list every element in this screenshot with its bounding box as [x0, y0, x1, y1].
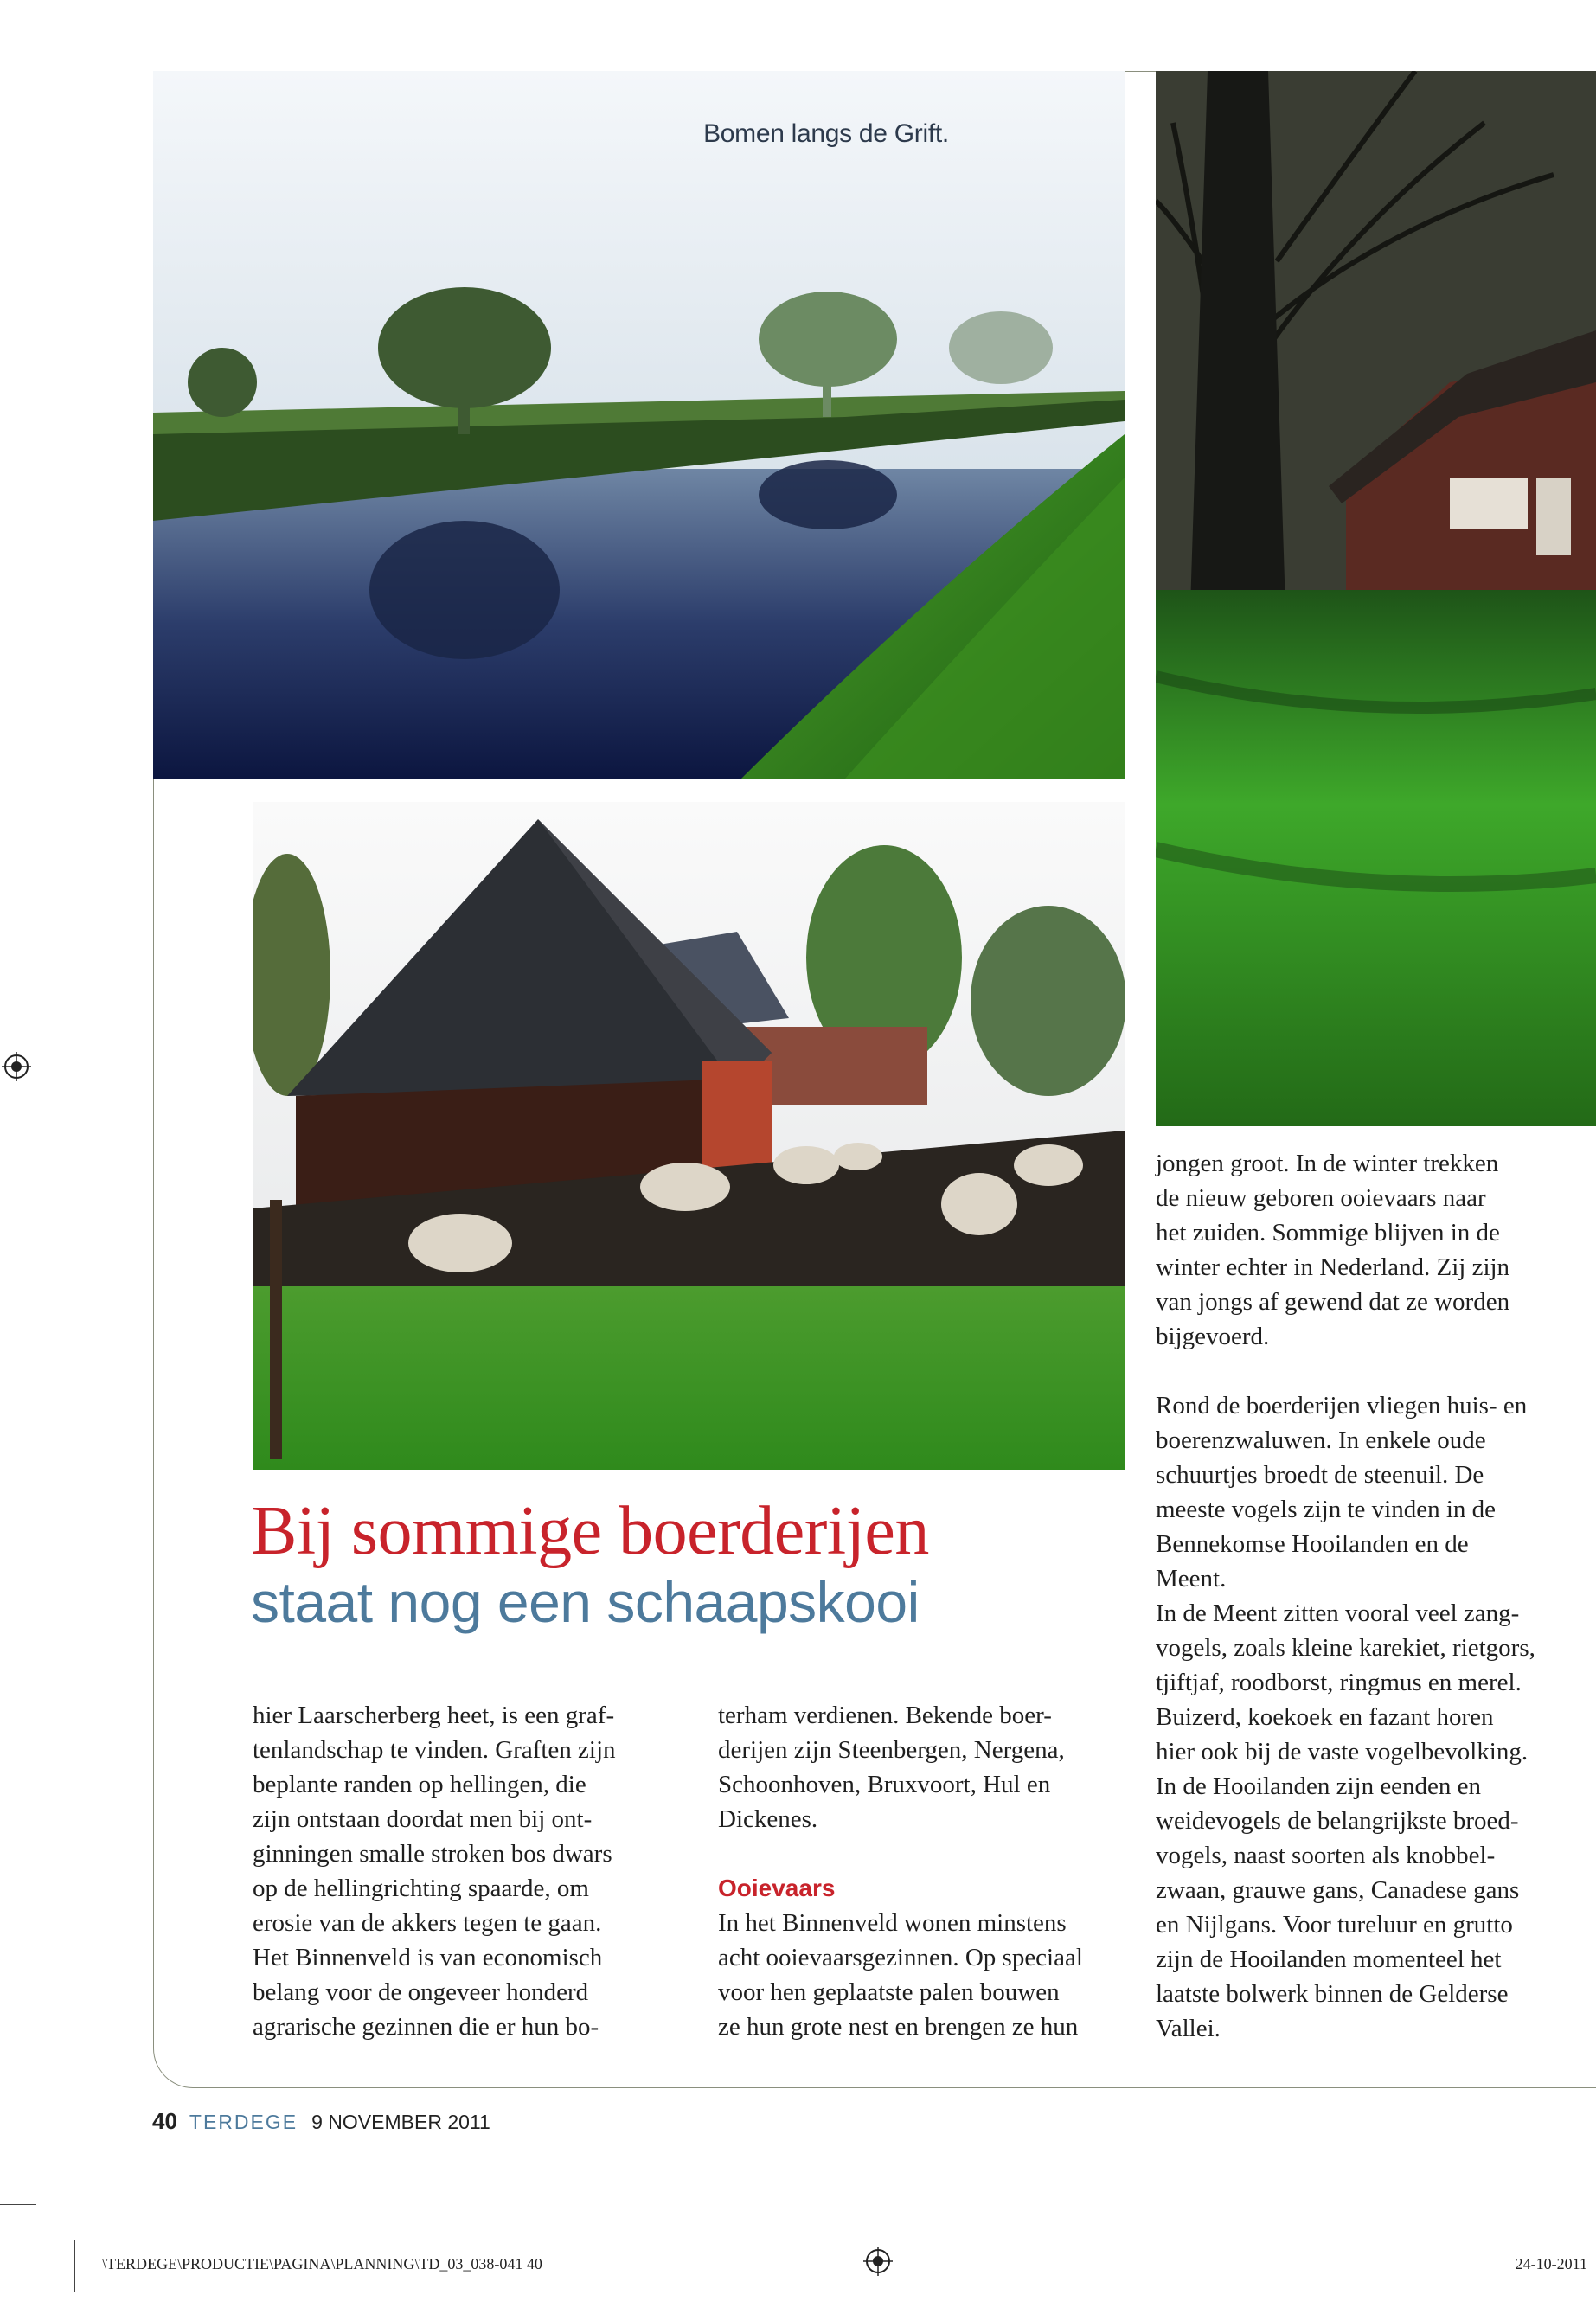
- text-line: de nieuw geboren ooievaars naar: [1156, 1184, 1486, 1212]
- text-line: In de Hooilanden zijn eenden en: [1156, 1772, 1482, 1800]
- slug-path: \TERDEGE\PRODUCTIE\PAGINA\PLANNING\TD_03_038-041 40: [102, 2255, 542, 2272]
- text-line: belang voor de ongeveer honderd: [253, 1978, 589, 2006]
- text-line: winter echter in Nederland. Zij zijn: [1156, 1253, 1510, 1281]
- text-line: In het Binnenveld wonen minstens: [718, 1909, 1067, 1937]
- text-line: van jongs af gewend dat ze worden: [1156, 1288, 1510, 1316]
- text-line: zwaan, grauwe gans, Canadese gans: [1156, 1876, 1520, 1904]
- text-line: weidevogels de belangrijkste broed-: [1156, 1807, 1519, 1835]
- photo-caption: Bomen langs de Grift.: [703, 119, 949, 148]
- text-line: schuurtjes broedt de steenuil. De: [1156, 1461, 1484, 1489]
- text-line: vogels, zoals kleine karekiet, rietgors,: [1156, 1634, 1535, 1662]
- crop-mark: [74, 2240, 75, 2292]
- text-line: Rond de boerderijen vliegen huis- en: [1156, 1392, 1528, 1420]
- magazine-name: TERDEGE: [189, 2111, 298, 2133]
- photo-canal-trees: [153, 71, 1125, 779]
- text-line: Vallei.: [1156, 2015, 1221, 2042]
- text-line: boerenzwaluwen. In enkele oude: [1156, 1426, 1486, 1454]
- page-number: 40: [152, 2108, 177, 2134]
- text-line: ze hun grote nest en brengen ze hun: [718, 2013, 1079, 2041]
- text-line: het zuiden. Sommige blijven in de: [1156, 1219, 1500, 1247]
- headline-main: Bij sommige boerderijen: [251, 1493, 929, 1569]
- text-line: acht ooievaarsgezinnen. Op speciaal: [718, 1944, 1083, 1971]
- text-line: tenlandschap te vinden. Graften zijn: [253, 1736, 616, 1764]
- issue-date: 9 NOVEMBER 2011: [311, 2111, 490, 2133]
- registration-mark-icon: [863, 2247, 893, 2276]
- text-line: Dickenes.: [718, 1805, 818, 1833]
- photo-farmhouse-oak: [1156, 71, 1596, 1126]
- text-line: derijen zijn Steenbergen, Nergena,: [718, 1736, 1065, 1764]
- page-folio: [152, 2108, 490, 2135]
- text-line: Schoonhoven, Bruxvoort, Hul en: [718, 1771, 1051, 1798]
- text-column-2: [718, 1698, 1133, 2044]
- text-line: terham verdienen. Bekende boer-: [718, 1702, 1052, 1729]
- text-line: jongen groot. In de winter trekken: [1156, 1150, 1499, 1177]
- slug-date: 24-10-2011: [1515, 2255, 1587, 2272]
- text-line: voor hen geplaatste palen bouwen: [718, 1978, 1060, 2006]
- text-line: en Nijlgans. Voor tureluur en grutto: [1156, 1911, 1513, 1939]
- text-line: vogels, naast soorten als knobbel-: [1156, 1842, 1496, 1869]
- text-line: op de hellingrichting spaarde, om: [253, 1875, 589, 1902]
- photo-sheepfold: [253, 802, 1125, 1470]
- text-line: Buizerd, koekoek en fazant horen: [1156, 1703, 1494, 1731]
- text-column-3: [1156, 1146, 1588, 2046]
- text-line: meeste vogels zijn te vinden in de: [1156, 1496, 1497, 1523]
- text-line: Meent.: [1156, 1565, 1227, 1593]
- registration-mark-icon: [2, 1052, 31, 1081]
- text-line: zijn ontstaan doordat men bij ont-: [253, 1805, 593, 1833]
- text-line: ginningen smalle stroken bos dwars: [253, 1840, 612, 1868]
- text-line: hier ook bij de vaste vogelbevolking.: [1156, 1738, 1529, 1766]
- subheading-ooievaars: Ooievaars: [718, 1875, 836, 1901]
- text-line: tjiftjaf, roodborst, ringmus en merel.: [1156, 1669, 1522, 1696]
- text-line: In de Meent zitten vooral veel zang-: [1156, 1599, 1520, 1627]
- text-line: erosie van de akkers tegen te gaan.: [253, 1909, 602, 1937]
- text-line: bijgevoerd.: [1156, 1323, 1270, 1350]
- text-line: zijn de Hooilanden momenteel het: [1156, 1945, 1502, 1973]
- headline-sub: staat nog een schaapskooi: [251, 1570, 920, 1634]
- text-line: beplante randen op hellingen, die: [253, 1771, 586, 1798]
- text-line: Bennekomse Hooilanden en de: [1156, 1530, 1469, 1558]
- text-line: Het Binnenveld is van economisch: [253, 1944, 603, 1971]
- text-column-1: [253, 1698, 685, 2044]
- text-line: laatste bolwerk binnen de Gelderse: [1156, 1980, 1509, 2008]
- text-line: hier Laarscherberg heet, is een graf-: [253, 1702, 615, 1729]
- text-line: agrarische gezinnen die er hun bo-: [253, 2013, 599, 2041]
- crop-mark: [0, 2204, 36, 2205]
